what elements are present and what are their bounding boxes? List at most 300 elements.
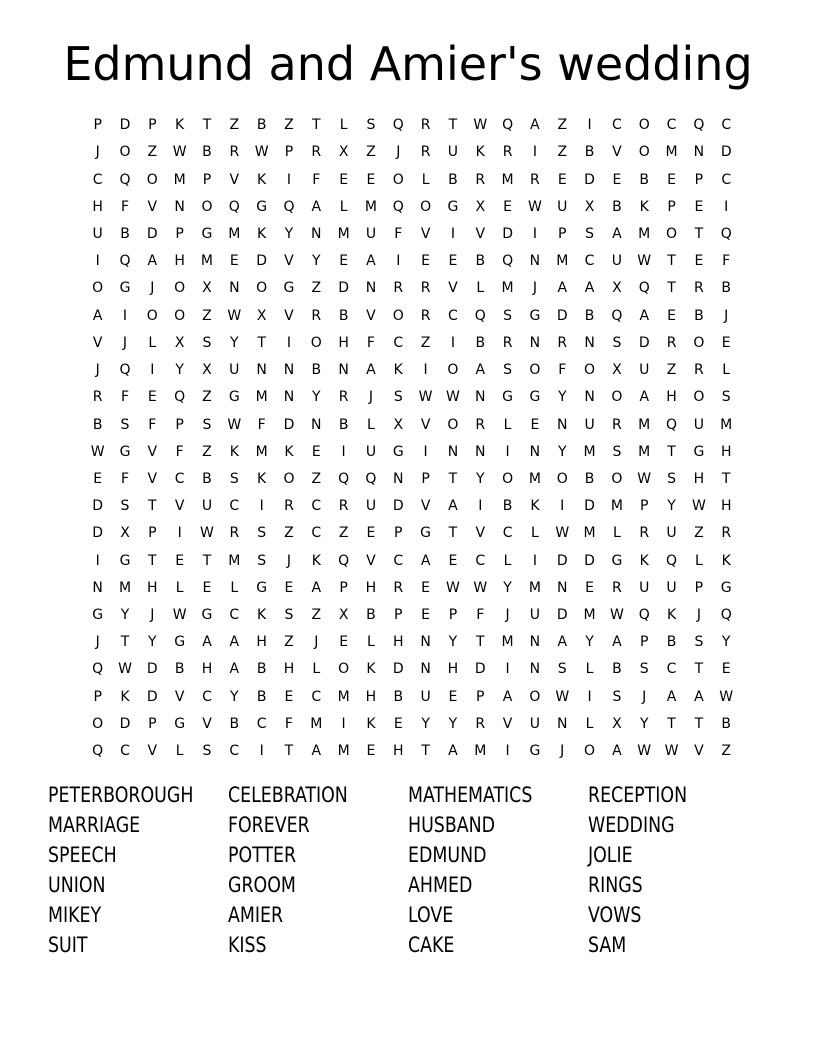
grid-letter: D — [638, 334, 650, 351]
grid-letter: P — [640, 498, 649, 515]
grid-letter: R — [666, 334, 677, 351]
grid-letter: Q — [693, 117, 705, 134]
grid-letter: P — [148, 117, 157, 134]
grid-letter: F — [148, 416, 157, 433]
grid-letter: E — [585, 579, 594, 596]
grid-letter: L — [312, 661, 321, 678]
grid-letter: L — [503, 416, 512, 433]
grid-letter: G — [420, 525, 432, 542]
grid-letter: L — [339, 198, 348, 215]
grid-letter: B — [612, 198, 622, 215]
word-list-item: MIKEY — [48, 903, 102, 927]
word-list-item: AMIER — [228, 903, 284, 927]
grid-row — [84, 248, 740, 275]
grid-letter: B — [256, 661, 267, 678]
grid-letter: L — [175, 743, 184, 760]
grid-letter: U — [365, 225, 377, 242]
grid-letter: C — [120, 743, 130, 760]
grid-letter: T — [202, 552, 212, 569]
grid-letter: B — [92, 416, 103, 433]
grid-letter: E — [448, 688, 458, 705]
grid-letter: E — [694, 198, 704, 215]
puzzle-title: Edmund and Amier's wedding — [63, 37, 753, 91]
grid-letter: F — [394, 225, 403, 242]
grid-letter: U — [666, 525, 677, 542]
grid-letter: M — [228, 552, 241, 569]
grid-letter: S — [585, 225, 595, 242]
grid-letter: R — [502, 334, 513, 351]
grid-letter: Z — [666, 362, 677, 379]
grid-letter: V — [284, 307, 294, 324]
word-list-item: JOLIE — [588, 843, 633, 867]
grid-letter: B — [448, 171, 458, 188]
grid-letter: P — [640, 634, 649, 651]
grid-letter: O — [338, 661, 350, 678]
grid-letter: A — [694, 688, 704, 705]
grid-letter: Q — [119, 253, 131, 270]
grid-letter: S — [202, 743, 212, 760]
grid-letter: M — [501, 280, 514, 297]
grid-letter: O — [556, 470, 568, 487]
grid-letter: R — [229, 525, 240, 542]
grid-letter: N — [693, 144, 705, 161]
grid-letter: A — [311, 743, 322, 760]
grid-letter: N — [365, 280, 377, 297]
grid-letter: J — [95, 634, 100, 651]
grid-letter: U — [584, 416, 595, 433]
grid-letter: Y — [475, 470, 485, 487]
grid-letter: G — [502, 389, 514, 406]
grid-letter: E — [229, 253, 239, 270]
grid-letter: N — [584, 389, 595, 406]
grid-letter: M — [528, 579, 541, 596]
grid-letter: I — [259, 743, 264, 760]
grid-row — [84, 275, 740, 302]
grid-letter: L — [339, 117, 348, 134]
grid-row — [84, 330, 740, 357]
grid-letter: K — [366, 715, 376, 732]
grid-letter: H — [92, 198, 103, 215]
word-list-item: MARRIAGE — [48, 813, 141, 837]
grid-letter: X — [202, 362, 212, 379]
grid-letter: B — [584, 144, 595, 161]
grid-letter: C — [229, 498, 240, 515]
grid-letter: Z — [721, 743, 731, 760]
grid-letter: I — [450, 334, 455, 351]
grid-letter: V — [694, 743, 704, 760]
grid-letter: S — [202, 416, 212, 433]
grid-letter: E — [612, 171, 622, 188]
grid-letter: S — [721, 389, 731, 406]
grid-letter: M — [228, 225, 241, 242]
grid-letter: W — [172, 144, 187, 161]
grid-letter: A — [557, 280, 568, 297]
grid-letter: H — [447, 661, 459, 678]
grid-letter: L — [367, 416, 375, 433]
grid-letter: M — [665, 144, 678, 161]
grid-letter: Q — [365, 470, 377, 487]
grid-row — [84, 466, 740, 493]
grid-letter: W — [473, 579, 488, 596]
word-list-item: CELEBRATION — [228, 783, 348, 807]
grid-letter: O — [174, 280, 186, 297]
grid-letter: M — [528, 470, 541, 487]
grid-letter: U — [365, 498, 377, 515]
grid-letter: B — [120, 225, 130, 242]
grid-letter: G — [256, 198, 268, 215]
grid-letter: Q — [502, 253, 514, 270]
grid-letter: N — [475, 389, 486, 406]
grid-letter: O — [611, 389, 623, 406]
grid-letter: W — [473, 117, 488, 134]
grid-letter: C — [311, 688, 322, 705]
grid-letter: B — [612, 661, 622, 678]
grid-letter: Z — [366, 144, 376, 161]
grid-letter: L — [585, 715, 594, 732]
grid-letter: D — [584, 498, 595, 515]
grid-letter: Z — [311, 607, 322, 624]
grid-letter: L — [694, 552, 703, 569]
grid-letter: Z — [229, 117, 240, 134]
grid-letter: J — [314, 634, 319, 651]
grid-letter: Y — [230, 334, 239, 351]
grid-letter: N — [256, 362, 267, 379]
grid-letter: N — [557, 416, 568, 433]
grid-letter: A — [612, 634, 622, 651]
grid-letter: V — [147, 470, 158, 487]
grid-letter: M — [474, 743, 487, 760]
grid-letter: S — [694, 634, 704, 651]
grid-letter: C — [666, 117, 677, 134]
grid-letter: W — [418, 389, 433, 406]
grid-letter: I — [560, 498, 565, 515]
grid-letter: A — [502, 688, 513, 705]
grid-letter: Z — [202, 389, 212, 406]
grid-letter: V — [366, 552, 376, 569]
grid-letter: Y — [148, 634, 157, 651]
grid-letter: C — [612, 117, 622, 134]
grid-letter: M — [337, 225, 350, 242]
grid-letter: N — [338, 362, 349, 379]
grid-letter: F — [366, 334, 375, 351]
grid-letter: G — [92, 607, 104, 624]
grid-letter: Z — [284, 634, 294, 651]
grid-letter: N — [420, 661, 431, 678]
grid-letter: N — [529, 634, 541, 651]
grid-letter: H — [720, 498, 732, 515]
grid-letter: U — [666, 579, 677, 596]
grid-letter: C — [311, 498, 322, 515]
grid-letter: B — [584, 307, 595, 324]
grid-letter: Q — [338, 552, 350, 569]
grid-letter: D — [256, 253, 268, 270]
grid-letter: S — [612, 443, 622, 460]
grid-letter: K — [475, 144, 485, 161]
grid-letter: S — [120, 498, 130, 515]
grid-letter: J — [396, 144, 401, 161]
grid-letter: S — [639, 661, 649, 678]
grid-letter: R — [420, 117, 431, 134]
grid-letter: G — [529, 307, 541, 324]
grid-letter: H — [147, 579, 158, 596]
grid-letter: X — [475, 198, 486, 215]
grid-letter: I — [505, 661, 510, 678]
grid-letter: R — [475, 715, 486, 732]
grid-letter: U — [92, 225, 103, 242]
grid-letter: O — [638, 144, 650, 161]
grid-letter: X — [584, 198, 595, 215]
grid-row — [84, 738, 740, 765]
grid-letter: N — [475, 443, 486, 460]
grid-letter: K — [257, 225, 267, 242]
word-list-item: CAKE — [408, 933, 455, 957]
grid-letter: D — [556, 552, 568, 569]
grid-letter: U — [557, 198, 568, 215]
grid-letter: U — [693, 416, 704, 433]
grid-letter: Y — [448, 715, 458, 732]
grid-letter: M — [255, 443, 268, 460]
grid-letter: D — [119, 117, 131, 134]
grid-letter: B — [202, 470, 212, 487]
grid-letter: I — [150, 362, 155, 379]
grid-letter: B — [694, 307, 704, 324]
grid-letter: U — [420, 688, 431, 705]
grid-letter: M — [638, 443, 651, 460]
grid-row — [84, 602, 740, 629]
grid-letter: M — [583, 525, 596, 542]
grid-letter: H — [174, 253, 185, 270]
grid-row — [84, 520, 740, 547]
grid-letter: K — [175, 117, 185, 134]
grid-letter: W — [555, 525, 570, 542]
grid-letter: I — [341, 443, 346, 460]
grid-letter: P — [175, 225, 184, 242]
grid-letter: M — [310, 715, 323, 732]
grid-letter: Q — [611, 307, 623, 324]
grid-letter: T — [448, 525, 458, 542]
grid-letter: B — [256, 688, 267, 705]
grid-letter: W — [446, 389, 460, 406]
grid-letter: K — [311, 552, 321, 569]
grid-letter: J — [532, 280, 537, 297]
grid-letter: R — [393, 579, 404, 596]
grid-letter: G — [611, 552, 623, 569]
grid-letter: D — [283, 416, 295, 433]
grid-letter: F — [558, 362, 567, 379]
grid-letter: C — [448, 307, 458, 324]
grid-row — [84, 384, 740, 411]
grid-letter: J — [724, 307, 729, 324]
grid-letter: S — [120, 416, 130, 433]
grid-letter: K — [530, 498, 540, 515]
grid-letter: B — [393, 688, 404, 705]
grid-letter: N — [393, 470, 404, 487]
grid-letter: L — [230, 579, 239, 596]
grid-letter: K — [721, 552, 731, 569]
grid-letter: L — [421, 171, 430, 188]
grid-letter: Q — [283, 198, 295, 215]
grid-letter: T — [284, 743, 294, 760]
word-list-item: SPEECH — [48, 843, 117, 867]
grid-letter: R — [475, 416, 486, 433]
grid-letter: G — [119, 552, 131, 569]
grid-letter: H — [365, 579, 377, 596]
grid-letter: B — [256, 117, 267, 134]
grid-letter: S — [229, 470, 239, 487]
grid-letter: H — [666, 389, 677, 406]
grid-letter: D — [474, 661, 486, 678]
grid-letter: T — [475, 634, 485, 651]
grid-letter: M — [173, 171, 186, 188]
grid-letter: Y — [284, 225, 294, 242]
grid-letter: R — [694, 280, 704, 297]
grid-letter: W — [637, 743, 652, 760]
grid-letter: C — [229, 607, 240, 624]
grid-letter: M — [720, 416, 733, 433]
grid-letter: H — [720, 443, 732, 460]
grid-letter: X — [174, 334, 185, 351]
grid-letter: E — [339, 634, 349, 651]
grid-letter: N — [229, 280, 240, 297]
grid-letter: G — [119, 443, 131, 460]
grid-letter: B — [721, 280, 732, 297]
grid-letter: J — [150, 607, 155, 624]
grid-letter: U — [529, 607, 541, 624]
grid-letter: I — [286, 334, 292, 351]
grid-letter: Y — [120, 607, 130, 624]
grid-letter: A — [475, 362, 486, 379]
grid-letter: S — [202, 334, 212, 351]
grid-letter: O — [638, 117, 650, 134]
grid-letter: V — [174, 688, 185, 705]
grid-letter: E — [284, 579, 294, 596]
grid-row — [84, 711, 740, 738]
grid-letter: C — [721, 171, 732, 188]
grid-letter: A — [584, 280, 595, 297]
grid-letter: Z — [147, 144, 158, 161]
grid-letter: S — [284, 607, 294, 624]
grid-letter: V — [147, 198, 158, 215]
grid-letter: P — [394, 525, 403, 542]
grid-letter: M — [337, 743, 350, 760]
grid-letter: E — [421, 607, 431, 624]
grid-letter: B — [338, 307, 349, 324]
grid-letter: N — [174, 198, 185, 215]
grid-letter: E — [175, 552, 185, 569]
grid-letter: T — [667, 715, 676, 732]
grid-letter: L — [585, 661, 594, 678]
grid-letter: L — [722, 362, 731, 379]
grid-letter: P — [448, 607, 458, 624]
grid-letter: K — [639, 552, 649, 569]
grid-letter: T — [148, 552, 157, 569]
grid-letter: M — [200, 253, 214, 270]
grid-letter: Y — [721, 634, 731, 651]
grid-letter: P — [476, 688, 485, 705]
grid-letter: R — [694, 362, 704, 379]
grid-letter: Q — [502, 117, 514, 134]
grid-letter: G — [529, 743, 541, 760]
grid-letter: N — [311, 225, 322, 242]
grid-letter: C — [393, 552, 404, 569]
grid-letter: N — [92, 579, 103, 596]
grid-letter: C — [92, 171, 103, 188]
grid-letter: H — [201, 661, 213, 678]
grid-letter: G — [392, 443, 404, 460]
grid-letter: M — [583, 443, 596, 460]
word-list — [48, 780, 768, 960]
grid-letter: T — [448, 117, 458, 134]
grid-letter: A — [311, 579, 322, 596]
grid-letter: V — [475, 525, 486, 542]
grid-letter: D — [119, 715, 131, 732]
grid-letter: Q — [392, 198, 404, 215]
grid-letter: A — [612, 225, 622, 242]
grid-letter: L — [531, 525, 539, 542]
word-list-item: AHMED — [408, 873, 473, 897]
grid-letter: M — [118, 579, 132, 596]
grid-letter: A — [448, 498, 458, 515]
grid-letter: A — [530, 117, 540, 134]
grid-letter: C — [721, 117, 732, 134]
grid-letter: L — [367, 634, 375, 651]
grid-letter: T — [148, 498, 157, 515]
grid-letter: V — [448, 280, 458, 297]
grid-letter: E — [147, 389, 157, 406]
grid-letter: H — [338, 334, 349, 351]
grid-letter: N — [447, 443, 459, 460]
grid-row — [84, 493, 740, 520]
grid-letter: H — [365, 688, 377, 705]
grid-letter: V — [420, 416, 431, 433]
grid-letter: D — [502, 225, 513, 242]
grid-letter: R — [557, 334, 568, 351]
word-list-item: UNION — [48, 873, 106, 897]
grid-letter: D — [146, 688, 158, 705]
grid-letter: D — [556, 307, 568, 324]
grid-letter: I — [259, 498, 264, 515]
grid-letter: W — [609, 607, 624, 624]
grid-letter: D — [338, 280, 349, 297]
grid-letter: K — [120, 688, 130, 705]
grid-letter: G — [174, 715, 186, 732]
grid-letter: X — [202, 280, 212, 297]
grid-letter: F — [120, 389, 130, 406]
grid-letter: K — [666, 607, 677, 624]
grid-letter: V — [420, 498, 431, 515]
grid-letter: V — [612, 144, 622, 161]
grid-letter: I — [177, 525, 182, 542]
grid-letter: K — [257, 470, 267, 487]
grid-letter: J — [122, 334, 128, 351]
grid-letter: X — [120, 525, 130, 542]
grid-letter: B — [721, 715, 732, 732]
grid-letter: E — [366, 171, 376, 188]
grid-letter: F — [476, 607, 485, 624]
grid-letter: C — [502, 525, 513, 542]
grid-letter: T — [667, 443, 676, 460]
grid-letter: N — [529, 253, 541, 270]
grid-letter: V — [147, 743, 158, 760]
grid-letter: J — [642, 688, 647, 705]
word-list-item: LOVE — [408, 903, 454, 927]
grid-letter: O — [92, 280, 104, 297]
grid-letter: X — [612, 362, 622, 379]
grid-letter: O — [447, 416, 459, 433]
grid-letter: A — [639, 307, 650, 324]
grid-letter: O — [584, 362, 596, 379]
grid-letter: A — [420, 552, 431, 569]
